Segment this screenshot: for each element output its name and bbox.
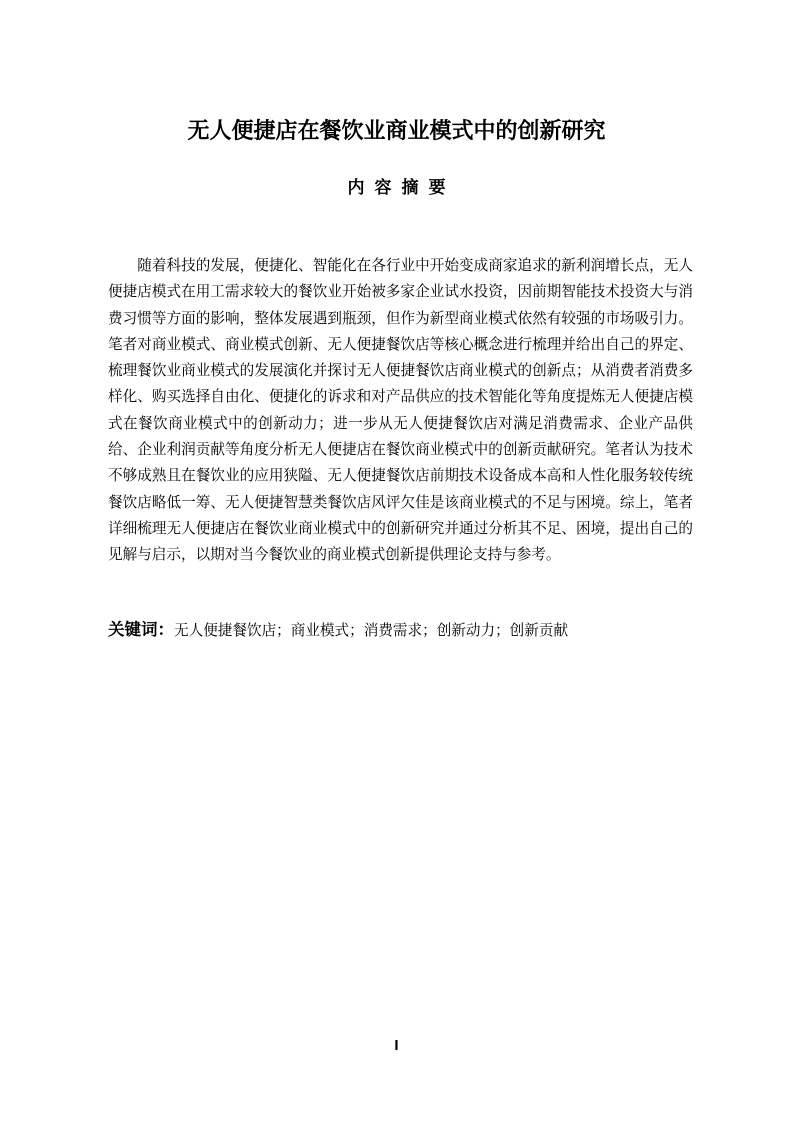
abstract-heading: 内容摘要 (347, 178, 456, 198)
page-number: I (394, 1037, 399, 1054)
keywords-label: 关键词： (108, 620, 174, 639)
keywords-text: 无人便捷餐饮店；商业模式；消费需求；创新动力；创新贡献 (174, 622, 569, 639)
abstract-body: 随着科技的发展，便捷化、智能化在各行业中开始变成商家追求的新利润增长点，无人便捷店模式在用工需求较大的餐饮业开始被多家企业试水投资，因前期智能技术投资大与消费习惯等方面的影响，整体发展遇到瓶颈，但作为新型商业模式依然有较强的市场吸引力。笔者对商业模式、商业模式创新、无人便捷餐饮店等核心概念进行梳理并给出自己的界定、梳理餐饮业商业模式的发展演化并探讨无人便捷餐饮店商业模式的创新点；从消费者消费多样化、购买选择自由化、便捷化的诉求和对产品供应的技术智能化等角度提炼无人便捷店模式在餐饮商业模式中的创新动力；进一步从无人便捷餐饮店对满足消费需求、企业产品供给、企业利润贡献等角度分析无人便捷店在餐饮商业模式中的创新贡献研究。笔者认为技术不够成熟且在餐饮业的应用狭隘、无人便捷餐饮店前期技术设备成本高和人性化服务较传统餐饮店略低一筹、无人便捷智慧类餐饮店风评欠佳是该商业模式的不足与困境。综上，笔者详细梳理无人便捷店在餐饮业商业模式中的创新研究并通过分析其不足、困境，提出自己的见解与启示，以期对当今餐饮业的商业模式创新提供理论支持与参考。 (108, 257, 693, 564)
keywords-line (108, 617, 693, 644)
paper-title: 无人便捷店在餐饮业商业模式中的创新研究 (187, 119, 606, 144)
